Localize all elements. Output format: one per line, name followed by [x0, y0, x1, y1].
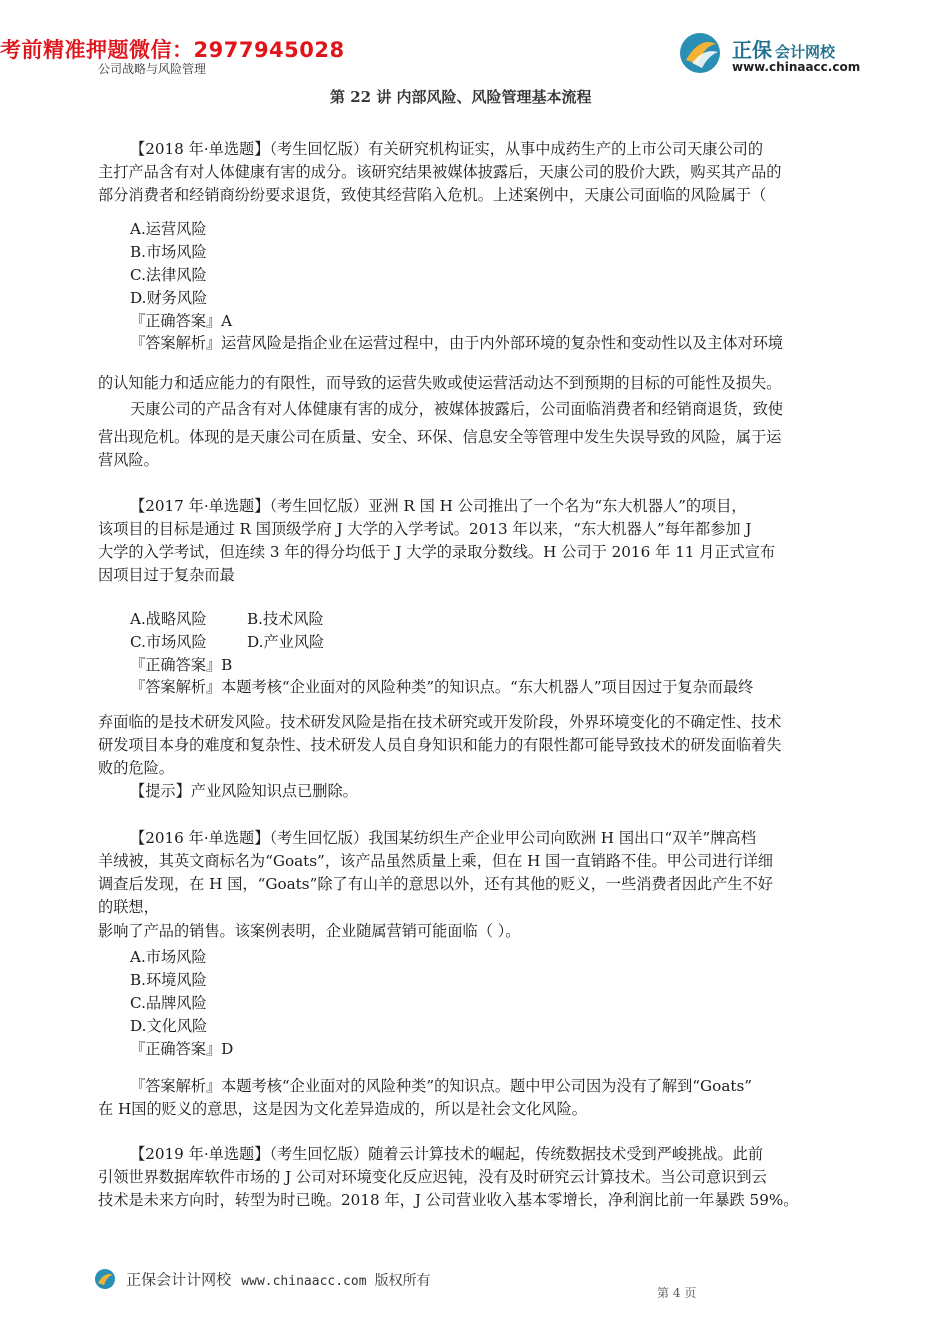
q3-analysis-line: 在 H国的贬义的意思，这是因为文化差异造成的，所以是社会文化风险。	[98, 1100, 587, 1118]
q3-line-cut: 影响了产品的销售。该案例表明，企业随属营销可能面临（ ）。	[98, 922, 521, 940]
brand-logo[interactable]	[678, 30, 868, 80]
q2-analysis-line: 『答案解析』本题考核“企业面对的风险种类”的知识点。“东大机器人”项目因过于复杂而最终	[130, 678, 754, 696]
footer-logo-icon	[94, 1268, 116, 1294]
logo-url: www.chinaacc.com	[732, 60, 861, 74]
q2-analysis-line: 弃面临的是技术研发风险。技术研发风险是指在技术研究或开发阶段，外界环境变化的不确定性、技术	[98, 713, 782, 731]
q1-analysis-line-cut: 的认知能力和适应能力的有限性，而导致的运营失败或使运营活动达不到预期的目标的可能性及损失。	[98, 374, 782, 392]
cut-chapter-title: 第 22 讲 内部风险、风险管理基本流程	[330, 88, 592, 106]
q2-line: 【2017 年·单选题】（考生回忆版）亚洲 R 国 H 公司推出了一个名为“东大机器人”的项目，	[130, 497, 747, 515]
q3-line: 【2016 年·单选题】（考生回忆版）我国某纺织生产企业甲公司向欧洲 H 国出口“双羊”牌高档	[130, 829, 756, 847]
q2-line: 因项目过于复杂而最	[98, 566, 235, 584]
footer-url[interactable]: www.chinaacc.com	[241, 1273, 367, 1289]
q2-line: 大学的入学考试，但连续 3 年的得分均低于 J 大学的录取分数线。H 公司于 2016 年 11 月正式宣布	[98, 543, 776, 561]
footer	[94, 1268, 431, 1294]
q2-analysis-line: 败的危险。	[98, 759, 174, 777]
q1-option: A.运营风险	[130, 220, 207, 238]
footer-brand: 正保会计计网校	[126, 1270, 232, 1289]
q1-analysis-line: 营风险。	[98, 451, 159, 469]
q3-answer: 『正确答案』D	[130, 1040, 234, 1058]
logo-title: 正保 会计网校	[732, 38, 836, 62]
q2-analysis-line: 研发项目本身的难度和复杂性、技术研发人员自身知识和能力的有限性都可能导致技术的研发面临着失	[98, 736, 782, 754]
page-number: 第 4 页	[657, 1286, 697, 1300]
footer-rights: 版权所有	[374, 1272, 431, 1289]
q1-option: D.财务风险	[130, 289, 208, 307]
q3-option: B.环境风险	[130, 971, 207, 989]
q1-answer: 『正确答案』A	[130, 312, 233, 330]
q1-analysis-line-cut: 天康公司的产品含有对人体健康有害的成分，被媒体披露后，公司面临消费者和经销商退货，致使	[130, 400, 784, 418]
q4-line: 技术是未来方向时，转型为时已晚。2018 年，J 公司营业收入基本零增长，净利润比前一年暴跌 59%。	[98, 1191, 799, 1209]
q3-line: 调查后发现，在 H 国，“Goats”除了有山羊的意思以外，还有其他的贬义，一些消费者因此产生不好	[98, 875, 773, 893]
q1-analysis-line: 『答案解析』运营风险是指企业在运营过程中，由于内外部环境的复杂性和变动性以及主体对环境	[130, 334, 784, 352]
q3-option: D.文化风险	[130, 1017, 208, 1035]
promo-banner: 考前精准押题微信：2977945028	[0, 38, 345, 62]
q3-line: 的联想，	[98, 898, 159, 916]
q2-line: 该项目的目标是通过 R 国顶级学府 J 大学的入学考试。2013 年以来，“东大机器人”每年都参加 J	[98, 520, 752, 538]
q1-line-cut: 部分消费者和经销商纷纷要求退货，致使其经营陷入危机。上述案例中，天康公司面临的风险属于（	[98, 186, 767, 204]
q3-option: A.市场风险	[130, 948, 207, 966]
q4-line: 引领世界数据库软件市场的 J 公司对环境变化反应迟钝，没有及时研究云计算技术。当公司意识到云	[98, 1168, 767, 1186]
q3-option: C.品牌风险	[130, 994, 207, 1012]
q2-option: D.产业风险	[247, 633, 325, 651]
q4-line: 【2019 年·单选题】（考生回忆版）随着云计算技术的崛起，传统数据技术受到严峻挑战。此前	[130, 1145, 764, 1163]
q3-analysis-line: 『答案解析』本题考核“企业面对的风险种类”的知识点。题中甲公司因为没有了解到“Goats”	[130, 1077, 753, 1095]
q3-line: 羊绒被，其英文商标名为“Goats”，该产品虽然质量上乘，但在 H 国一直销路不佳。甲公司进行详细	[98, 852, 773, 870]
q2-option: A.战略风险	[130, 610, 207, 628]
q2-option: C.市场风险	[130, 633, 207, 651]
q2-answer: 『正确答案』B	[130, 656, 233, 674]
q2-tip: 【提示】产业风险知识点已删除。	[130, 782, 358, 800]
q1-line: 主打产品含有对人体健康有害的成分。该研究结果被媒体披露后，天康公司的股价大跌，购买其产品的	[98, 163, 782, 181]
q1-line: 【2018 年·单选题】（考生回忆版）有关研究机构证实，从事中成药生产的上市公司天康公司的	[130, 140, 764, 158]
cut-header-left: 公司战略与风险管理	[98, 62, 207, 76]
q1-option: C.法律风险	[130, 266, 207, 284]
q1-analysis-line: 营出现危机。体现的是天康公司在质量、安全、环保、信息安全等管理中发生失误导致的风险，属于运	[98, 428, 782, 446]
q1-option: B.市场风险	[130, 243, 207, 261]
q2-option: B.技术风险	[247, 610, 324, 628]
logo-emblem-icon	[678, 30, 726, 76]
